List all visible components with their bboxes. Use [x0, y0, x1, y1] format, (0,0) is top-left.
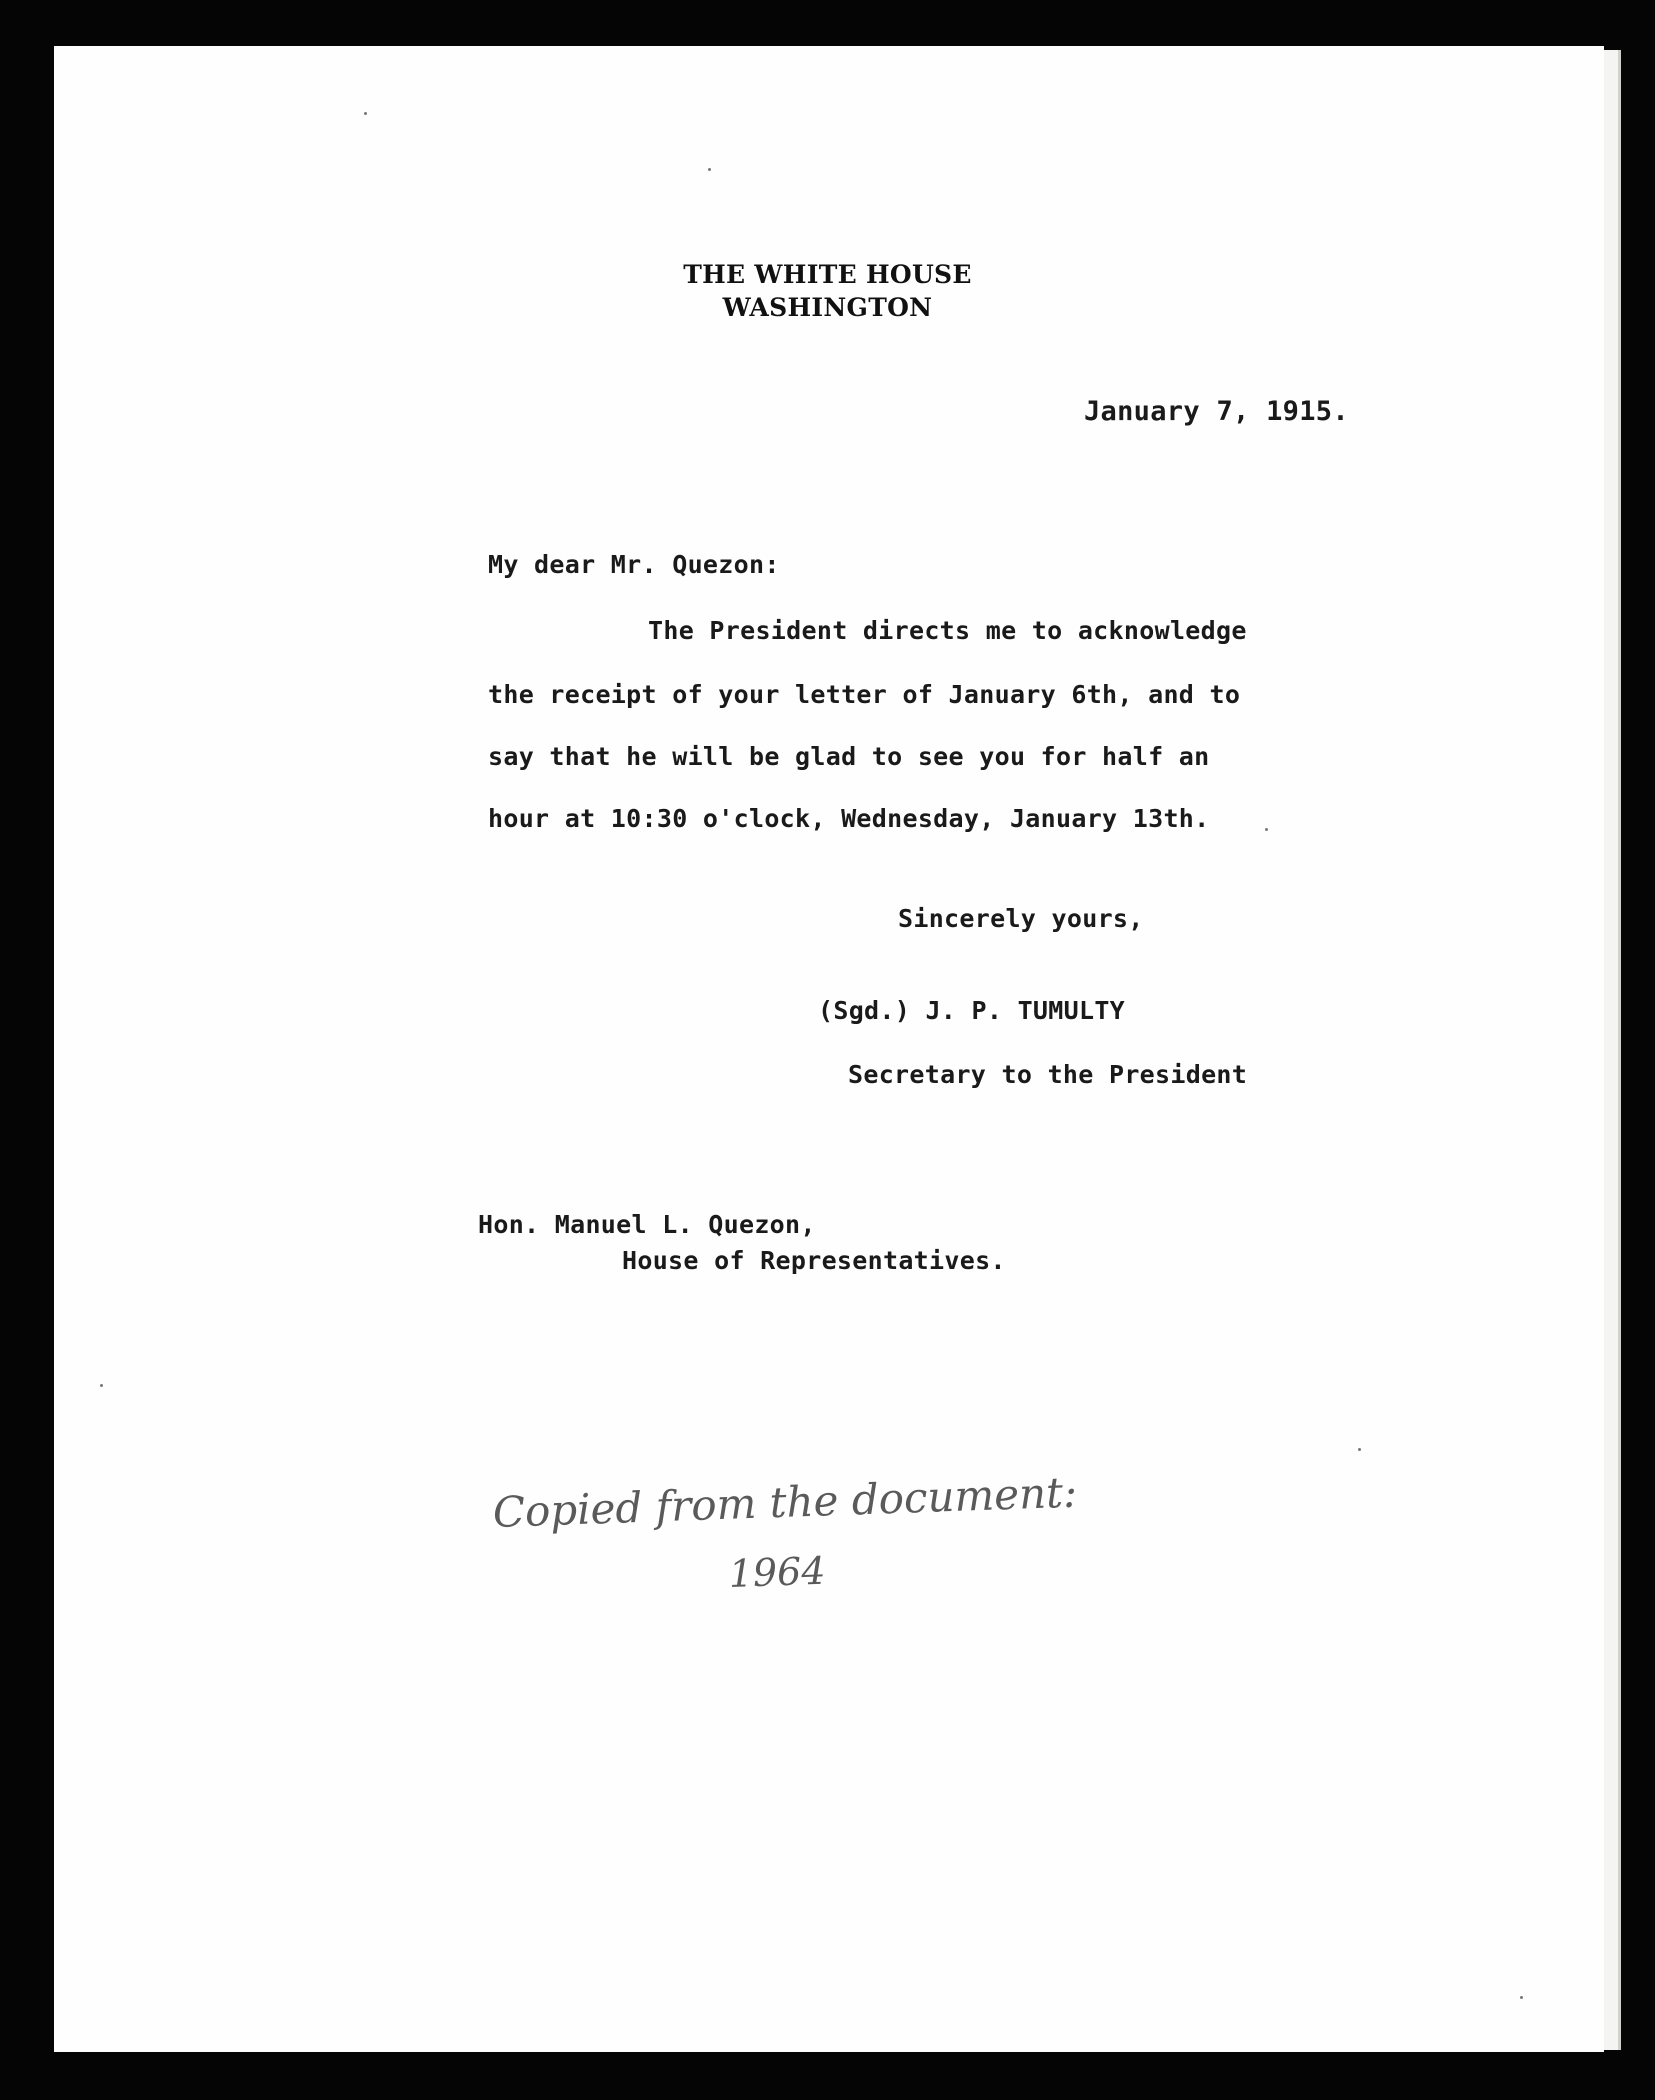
body-line-2: the receipt of your letter of January 6th, and to	[488, 680, 1241, 709]
signature: (Sgd.) J. P. TUMULTY	[818, 996, 1126, 1025]
letterhead-line-1: THE WHITE HOUSE	[683, 260, 972, 289]
letterhead-line-2: WASHINGTON	[722, 293, 933, 322]
scan-speck	[708, 168, 711, 171]
scan-speck	[1520, 1996, 1523, 1999]
signer-title: Secretary to the President	[848, 1060, 1248, 1089]
handwritten-note-line-2: 1964	[728, 1548, 827, 1596]
scan-speck	[1358, 1448, 1361, 1451]
body-line-1: The President directs me to acknowledge	[648, 616, 1247, 645]
addressee-organization: House of Representatives.	[622, 1246, 1006, 1275]
letter-page	[54, 46, 1604, 2052]
scan-speck	[1265, 828, 1268, 831]
body-line-3: say that he will be glad to see you for half an	[488, 742, 1210, 771]
body-line-4: hour at 10:30 o'clock, Wednesday, January 13th.	[488, 804, 1210, 833]
scan-speck	[364, 112, 367, 115]
letter-date: January 7, 1915.	[1084, 396, 1349, 427]
salutation: My dear Mr. Quezon:	[488, 550, 780, 579]
handwritten-note-line-1: Copied from the document:	[492, 1467, 1078, 1537]
addressee-name: Hon. Manuel L. Quezon,	[478, 1210, 816, 1239]
page-edge-shadow	[1627, 60, 1641, 2040]
scan-speck	[100, 1384, 103, 1387]
closing: Sincerely yours,	[898, 904, 1144, 933]
